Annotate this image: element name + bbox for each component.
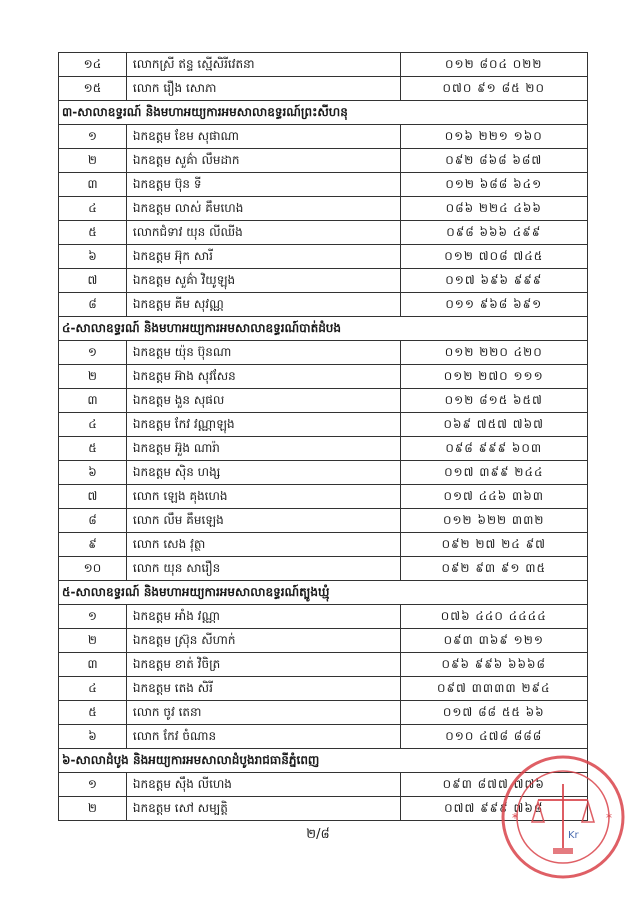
person-name: ឯកឧត្តម ងួន សុផល: [126, 389, 400, 413]
phone-number: ០៨៦ ២២៤ ៤៦៦: [400, 197, 588, 221]
person-name: លោក លឹម គឹមឡេង: [126, 509, 400, 533]
row-number: ៤: [59, 413, 127, 437]
phone-number: ០៩៨ ៦៦៦ ៤៩៩: [400, 221, 588, 245]
person-name: ឯកឧត្តម សៅ សម្បត្តិ: [126, 797, 400, 821]
row-number: ៥: [59, 437, 127, 461]
row-number: ៨: [59, 293, 127, 317]
row-number: ២: [59, 149, 127, 173]
row-number: ៤: [59, 197, 127, 221]
phone-number: ០៩៨ ៩៩៩ ៦០៣: [400, 437, 588, 461]
contact-table-wrapper: [58, 52, 588, 821]
person-name: ឯកឧត្តម គីម សុវណ្ណ: [126, 293, 400, 317]
table-row: [59, 341, 588, 365]
page-number: ២/៨: [306, 827, 330, 842]
phone-number: ០៧៦ ៤៤០ ៤៤៤៤: [400, 605, 588, 629]
row-number: ៤: [59, 677, 127, 701]
section-header: [59, 101, 588, 125]
section-title: ៦-សាលាដំបូង និងអយ្យការអមសាលាដំបូងរាជធានីភ្នំពេញ: [59, 749, 588, 773]
row-number: ៧: [59, 485, 127, 509]
table-row: [59, 125, 588, 149]
table-row: [59, 413, 588, 437]
phone-number: ០១៧ ៤៤៦ ៣៦៣: [400, 485, 588, 509]
person-name: ឯកឧត្តម អ៊ាង សុវសែន: [126, 365, 400, 389]
row-number: ៣: [59, 389, 127, 413]
section-header: [59, 317, 588, 341]
phone-number: ០១២ ៨០៤ ០២២: [400, 53, 588, 77]
table-row: [59, 269, 588, 293]
phone-number: ០៩២ ២៧ ២៤ ៩៧: [400, 533, 588, 557]
person-name: លោក ចូវ តេនា: [126, 701, 400, 725]
person-name: ឯកឧត្តម ខែម សុផាណា: [126, 125, 400, 149]
section-title: ៣-សាលាឧទ្ធរណ៍ និងមហាអយ្យការអមសាលាឧទ្ធរណ៍ព្រះសីហនុ: [59, 101, 588, 125]
table-row: [59, 437, 588, 461]
table-row: [59, 365, 588, 389]
contact-table: [58, 52, 588, 821]
phone-number: ០៩៣ ៨៧៧ ៧៧៦: [400, 773, 588, 797]
table-row: [59, 533, 588, 557]
person-name: ឯកឧត្តម ប៊ុន ទី: [126, 173, 400, 197]
row-number: ៥: [59, 701, 127, 725]
person-name: ឯកឧត្តម ស្រ៊ុន សីហាក់: [126, 629, 400, 653]
person-name: ឯកឧត្តម ស៊ិន ហង្ស: [126, 461, 400, 485]
row-number: ៦: [59, 725, 127, 749]
person-name: លោក ឡេង គុងហេង: [126, 485, 400, 509]
person-name: ឯកឧត្តម អ៊ួង ណារ៉ា: [126, 437, 400, 461]
person-name: លោក សេង វុត្ថា: [126, 533, 400, 557]
row-number: ៧: [59, 269, 127, 293]
row-number: ៦: [59, 461, 127, 485]
row-number: ១៥: [59, 77, 127, 101]
contact-table-body: [59, 53, 588, 821]
row-number: ១០: [59, 557, 127, 581]
phone-number: ០១២ ៨១៥ ៦៥៧: [400, 389, 588, 413]
phone-number: ០១២ ៦២២ ៣៣២: [400, 509, 588, 533]
person-name: ឯកឧត្តម សួគ៌ា វិយូឡុង: [126, 269, 400, 293]
table-row: [59, 557, 588, 581]
table-row: [59, 149, 588, 173]
row-number: ៨: [59, 509, 127, 533]
person-name: ឯកឧត្តម កែវ វណ្ណាឡុង: [126, 413, 400, 437]
section-title: ៤-សាលាឧទ្ធរណ៍ និងមហាអយ្យការអមសាលាឧទ្ធរណ៍បាត់ដំបង: [59, 317, 588, 341]
table-row: [59, 221, 588, 245]
table-row: [59, 461, 588, 485]
section-header: [59, 581, 588, 605]
row-number: ១: [59, 341, 127, 365]
row-number: ១: [59, 125, 127, 149]
row-number: ៩: [59, 533, 127, 557]
row-number: ១: [59, 773, 127, 797]
person-name: ឯកឧត្តម លាស់ គឹមហេង: [126, 197, 400, 221]
row-number: ២: [59, 797, 127, 821]
phone-number: ០១៧ ៨៨ ៥៥ ៦៦: [400, 701, 588, 725]
phone-number: ០៧៧ ៩៩៩ ៧៦៨: [400, 797, 588, 821]
row-number: ៥: [59, 221, 127, 245]
phone-number: ០១២ ៧០៨ ៧៤៥: [400, 245, 588, 269]
person-name: លោក កែវ ចំណាន: [126, 725, 400, 749]
table-row: [59, 725, 588, 749]
person-name: ឯកឧត្តម អាំង វណ្ណា: [126, 605, 400, 629]
table-row: [59, 629, 588, 653]
svg-text:*: *: [606, 811, 612, 825]
table-row: [59, 197, 588, 221]
svg-text:Kr: Kr: [568, 830, 579, 841]
person-name: លោក យុន សារឿន: [126, 557, 400, 581]
person-name: ឯកឧត្តម អ៊ុក សារី: [126, 245, 400, 269]
table-row: [59, 77, 588, 101]
table-row: [59, 485, 588, 509]
phone-number: ០៧០ ៩១ ៨៥ ២០: [400, 77, 588, 101]
table-row: [59, 701, 588, 725]
section-title: ៥-សាលាឧទ្ធរណ៍ និងមហាអយ្យការអមសាលាឧទ្ធរណ៍ត្បូងឃ្មុំ: [59, 581, 588, 605]
phone-number: ០៦៩ ៧៥៧ ៧៦៧: [400, 413, 588, 437]
phone-number: ០១៦ ២២១ ១៦០: [400, 125, 588, 149]
row-number: ២: [59, 629, 127, 653]
phone-number: ០១៧ ៦៩៦ ៩៩៩: [400, 269, 588, 293]
table-row: [59, 53, 588, 77]
phone-number: ០៩២ ៨៦៨ ៦៨៧: [400, 149, 588, 173]
phone-number: ០១៧ ៣៩៩ ២៤៤: [400, 461, 588, 485]
phone-number: ០១២ ២២០ ៤២០: [400, 341, 588, 365]
person-name: លោក រឿង សោភា: [126, 77, 400, 101]
table-row: [59, 245, 588, 269]
table-row: [59, 653, 588, 677]
phone-number: ០៩៧ ៣៣៣៣ ២៩៤: [400, 677, 588, 701]
table-row: [59, 677, 588, 701]
person-name: ឯកឧត្តម តេង សិរី: [126, 677, 400, 701]
phone-number: ០១២ ២៧០ ១១១: [400, 365, 588, 389]
person-name: ឯកឧត្តម យ៉ុន ប៊ុនណា: [126, 341, 400, 365]
phone-number: ០១១ ៩៦៨ ៦៩១: [400, 293, 588, 317]
row-number: ៦: [59, 245, 127, 269]
table-row: [59, 293, 588, 317]
table-row: [59, 605, 588, 629]
phone-number: ០១២ ៦៨៨ ៦៤១: [400, 173, 588, 197]
row-number: ២: [59, 365, 127, 389]
row-number: ១៤: [59, 53, 127, 77]
person-name: លោកជំទាវ យុន លីឈីង: [126, 221, 400, 245]
person-name: ឯកឧត្តម សួគ៌ា លឹមដាក: [126, 149, 400, 173]
phone-number: ០៩៦ ៩៩៦ ៦៦៦៨: [400, 653, 588, 677]
person-name: ឯកឧត្តម ខាត់ វិចិត្រ: [126, 653, 400, 677]
svg-text:*: *: [512, 811, 518, 825]
row-number: ១: [59, 605, 127, 629]
table-row: [59, 173, 588, 197]
person-name: លោកស្រី ឥន្ទ ស្មើសិរីវេតនា: [126, 53, 400, 77]
table-row: [59, 389, 588, 413]
phone-number: ០៩៣ ៣៦៩ ១២១: [400, 629, 588, 653]
row-number: ៣: [59, 173, 127, 197]
phone-number: ០១០ ៤៧៨ ៨៨៨: [400, 725, 588, 749]
table-row: [59, 509, 588, 533]
official-seal-stamp: [498, 752, 628, 882]
phone-number: ០៩២ ៩៣ ៩១ ៣៥: [400, 557, 588, 581]
person-name: ឯកឧត្តម ស៊ឹង លីហេង: [126, 773, 400, 797]
row-number: ៣: [59, 653, 127, 677]
